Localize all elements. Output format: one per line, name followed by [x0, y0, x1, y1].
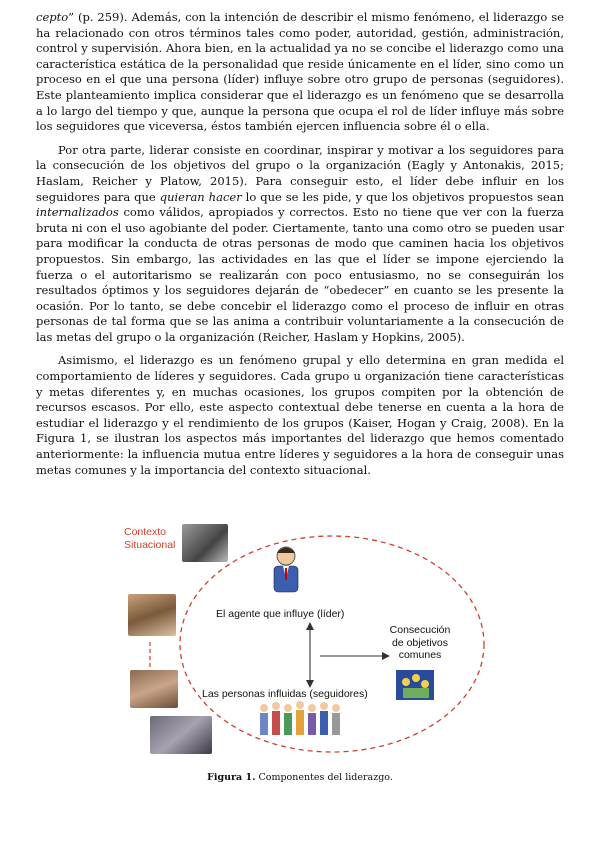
paragraph-1 — [36, 10, 564, 135]
arrow-down-icon — [306, 680, 314, 688]
paragraph-2-text-b: lo que se les pide, y que los objetivos propuestos sean — [241, 189, 564, 204]
figure-caption-number: Figura 1. — [207, 772, 256, 783]
context-photo-top — [182, 524, 228, 562]
document-body — [36, 10, 564, 486]
leader-label: El agente que influye (líder) — [216, 608, 345, 620]
figure-caption — [0, 772, 600, 783]
paragraph-2 — [36, 143, 564, 346]
paragraph-2-emphasis-b: internalizados — [36, 205, 119, 220]
figure-caption-text: Componentes del liderazgo. — [258, 772, 393, 783]
followers-icon — [260, 701, 340, 735]
goals-image — [396, 670, 434, 700]
goals-label-line2: de objetivos — [391, 636, 449, 649]
paragraph-2-text-a: Por otra parte, liderar consiste en coordinar, inspirar y motivar a los seguidores para la consecución de los objetivos del grupo o la organización (Eagly y Antonakis, 2015; Haslam, Reicher y Platow, 2015). Para conseguir esto, el líder debe influir en los seguidores para que — [36, 142, 564, 204]
paragraph-2-emphasis-a: quieran hacer — [159, 189, 242, 204]
goals-label — [378, 624, 462, 662]
paragraph-1-text: ” (p. 259). Además, con la intención de describir el mismo fenómeno, el liderazgo se ha relacionado con otros términos tales como poder, autoridad, gestión, administración, control y supervisión. Ahora bien, en la actualidad ya no se concibe el liderazgo como una característica estática de la personalidad que reside únicamente en el líder, sino como un proceso en el que una persona (líder) influye sobre otro grupo de personas (seguidores). Este planteamiento implica considerar que el liderazgo es un fenómeno que se desarrolla a lo largo del tiempo y que, aunque la persona que ocupa el rol de líder influye más sobre los seguidores que viceversa, éstos también ejercen influencia sobre él o ella. — [36, 10, 564, 134]
goals-label-line1: Consecución — [389, 624, 451, 636]
paragraph-3: Asimismo, el liderazgo es un fenómeno grupal y ello determina en gran medida el comportamiento de líderes y seguidores. Cada grupo u organización tiene características y metas diferentes y, en muchas ocasiones, los grupos compiten por la obtención de recursos escasos. Por ello, este aspecto contextual debe tenerse en cuenta a la hora de estudiar el liderazgo y el rendimiento de los grupos (Kaiser, Hogan y Craig, 2008). En la Figura 1, se ilustran los aspectos más importantes del liderazgo que hemos comentado anteriormente: la influencia mutua entre líderes y seguidores a la hora de conseguir unas metas comunes y la importancia del contexto situacional. — [36, 353, 564, 477]
paragraph-1-italic: cepto — [36, 10, 69, 24]
context-photo-crowd — [150, 716, 212, 754]
arrow-up-icon — [306, 622, 314, 630]
paragraph-2-text-c: como válidos, apropiados y correctos. Esto no tiene que ver con la fuerza bruta ni con el uso agobiante del poder. Ciertamente, tanto una como otro se pueden usar para modificar la conducta de otras personas de modo que caminen hacia los objetivos propuestos. Sin embargo, las actividades en las que el líder se impone ejerciendo la fuerza o el autoritarismo se realizarán con poco entusiasmo, no se conseguirán los resultados óptimos y los seguidores dejarán de “obedecer” en cuanto se les presente la ocasión. Por lo tanto, se debe concebir el liderazgo como el proceso de influir en otras personas de tal forma que se las anima a contribuir voluntariamente a la consecución de las metas del grupo o la organización (Reicher, Haslam y Hopkins, 2005). — [36, 205, 564, 344]
goals-label-line3: comunes — [398, 649, 442, 661]
context-label-line1: Contexto — [124, 526, 167, 538]
leadership-figure — [120, 520, 490, 758]
context-photo-group — [130, 670, 178, 708]
leader-icon — [274, 547, 298, 592]
context-photo-meeting — [128, 594, 176, 636]
context-label-line2: Situacional — [124, 539, 176, 551]
followers-label: Las personas influidas (seguidores) — [202, 688, 368, 700]
context-label — [124, 526, 175, 552]
